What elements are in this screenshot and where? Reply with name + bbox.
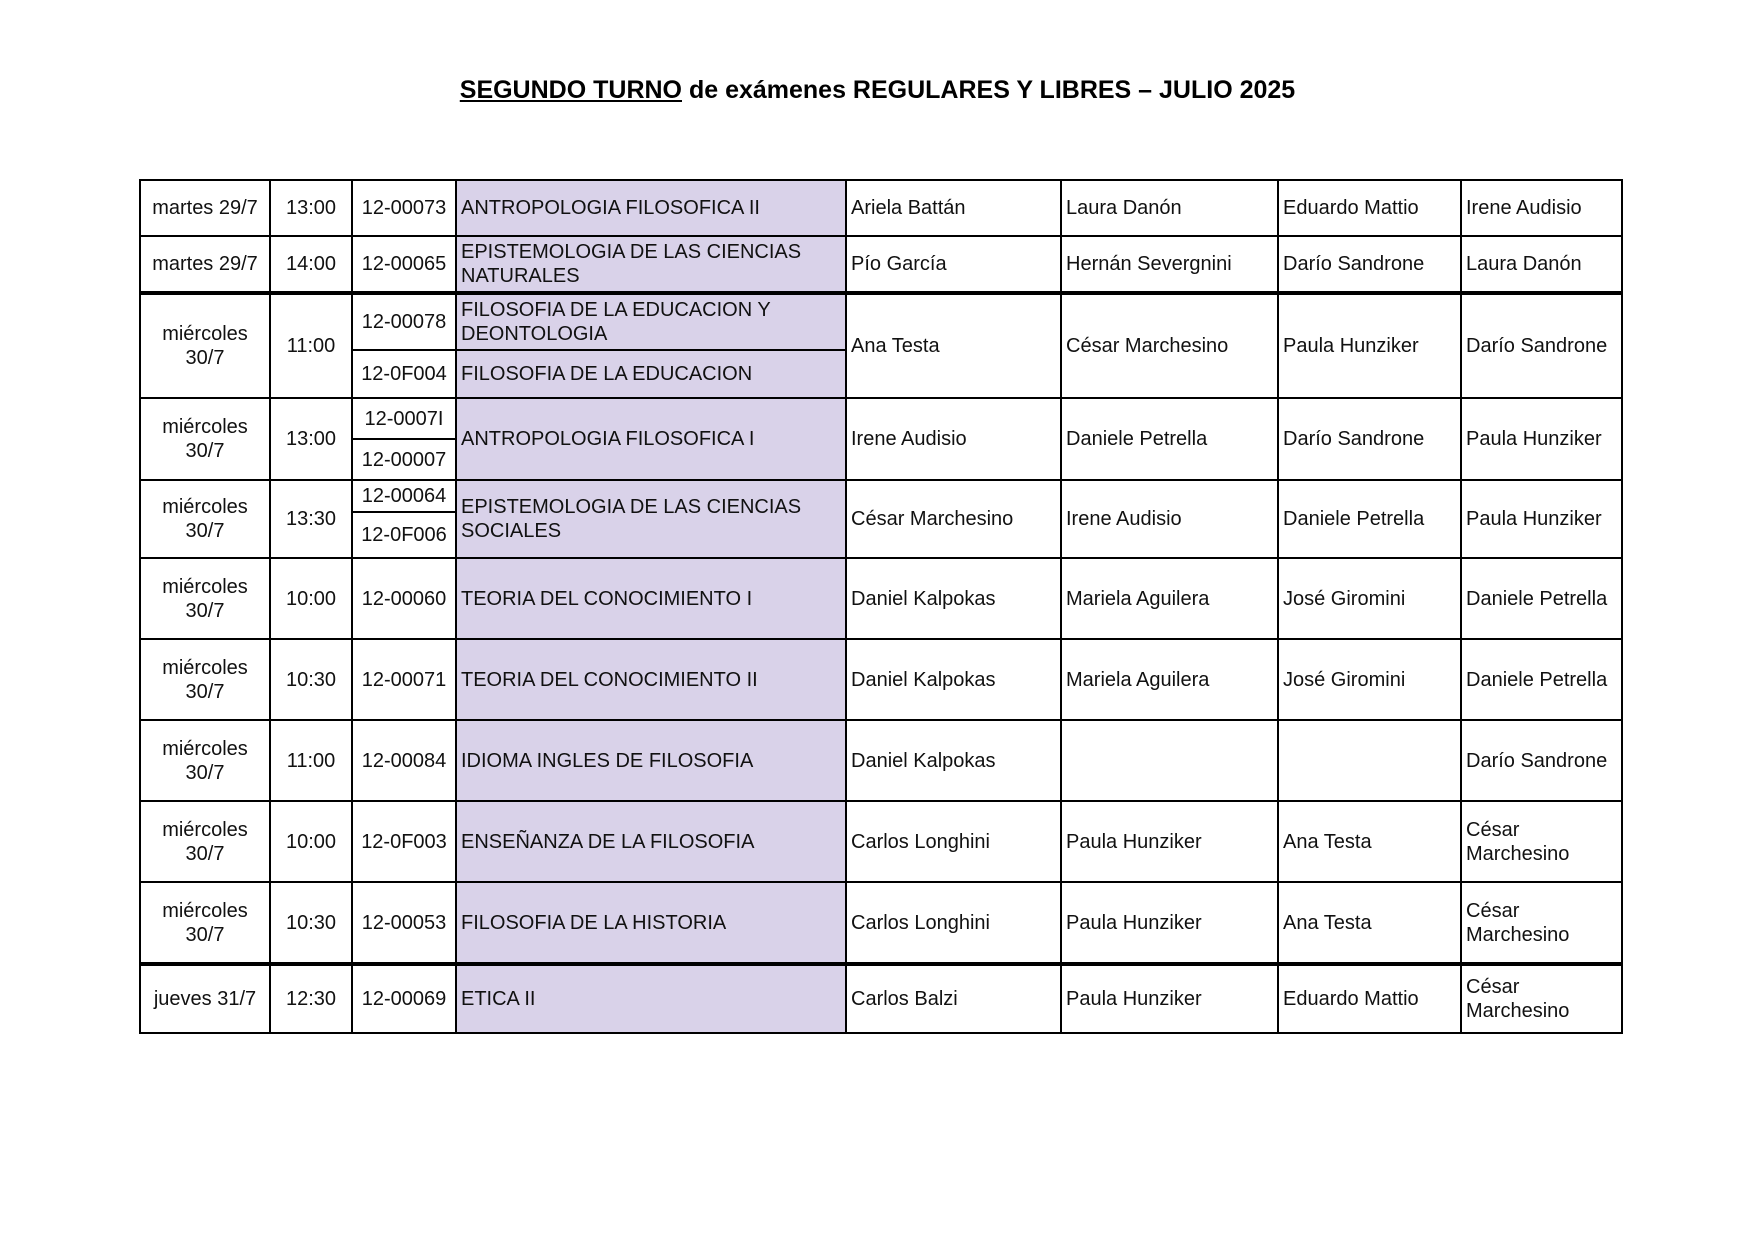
time-cell: 13:30 [270, 480, 352, 558]
time-cell: 12:30 [270, 964, 352, 1033]
examiner-1: Daniel Kalpokas [846, 639, 1061, 720]
examiner-1: Carlos Balzi [846, 964, 1061, 1033]
code-cell: 12-00069 [352, 964, 456, 1033]
table-row [140, 964, 1622, 1033]
code-cell: 12-00065 [352, 236, 456, 293]
code-cell: 12-0F003 [352, 801, 456, 882]
examiner-2: César Marchesino [1061, 293, 1278, 398]
examiner-2: Hernán Severgnini [1061, 236, 1278, 293]
time-cell: 11:00 [270, 720, 352, 801]
code-cell: 12-00060 [352, 558, 456, 639]
code-cell: 12-0F006 [352, 512, 456, 558]
examiner-3: Eduardo Mattio [1278, 964, 1461, 1033]
table-row [140, 293, 1622, 350]
examiner-4: Daniele Petrella [1461, 558, 1622, 639]
subject-cell: TEORIA DEL CONOCIMIENTO II [456, 639, 846, 720]
day-cell: miércoles 30/7 [140, 558, 270, 639]
code-cell: 12-00071 [352, 639, 456, 720]
examiner-3: Eduardo Mattio [1278, 180, 1461, 236]
time-cell: 10:00 [270, 801, 352, 882]
examiner-4: César Marchesino [1461, 801, 1622, 882]
code-cell: 12-00007 [352, 439, 456, 480]
examiner-1: Ana Testa [846, 293, 1061, 398]
time-cell: 14:00 [270, 236, 352, 293]
examiner-1: Daniel Kalpokas [846, 720, 1061, 801]
examiner-2: Laura Danón [1061, 180, 1278, 236]
subject-cell: ENSEÑANZA DE LA FILOSOFIA [456, 801, 846, 882]
subject-cell: TEORIA DEL CONOCIMIENTO I [456, 558, 846, 639]
examiner-4: Paula Hunziker [1461, 480, 1622, 558]
examiner-4: Darío Sandrone [1461, 720, 1622, 801]
code-cell: 12-00073 [352, 180, 456, 236]
examiner-3: Darío Sandrone [1278, 398, 1461, 480]
examiner-1: Carlos Longhini [846, 801, 1061, 882]
table-row [140, 180, 1622, 236]
code-cell: 12-0F004 [352, 350, 456, 398]
table-row [140, 480, 1622, 512]
subject-cell: EPISTEMOLOGIA DE LAS CIENCIAS NATURALES [456, 236, 846, 293]
examiner-3: José Giromini [1278, 558, 1461, 639]
time-cell: 10:00 [270, 558, 352, 639]
table-row [140, 558, 1622, 639]
table-row [140, 801, 1622, 882]
code-cell: 12-0007I [352, 398, 456, 439]
subject-cell: ANTROPOLOGIA FILOSOFICA I [456, 398, 846, 480]
table-row [140, 398, 1622, 439]
examiner-1: Ariela Battán [846, 180, 1061, 236]
day-cell: miércoles 30/7 [140, 480, 270, 558]
day-cell: miércoles 30/7 [140, 720, 270, 801]
exam-schedule-table [139, 179, 1623, 1034]
time-cell: 13:00 [270, 398, 352, 480]
examiner-1: César Marchesino [846, 480, 1061, 558]
examiner-1: Pío García [846, 236, 1061, 293]
examiner-2: Paula Hunziker [1061, 964, 1278, 1033]
examiner-4: César Marchesino [1461, 964, 1622, 1033]
title-rest: de exámenes REGULARES Y LIBRES – JULIO 2025 [682, 76, 1296, 104]
examiner-4: Irene Audisio [1461, 180, 1622, 236]
code-cell: 12-00084 [352, 720, 456, 801]
examiner-3: Paula Hunziker [1278, 293, 1461, 398]
day-cell: jueves 31/7 [140, 964, 270, 1033]
subject-cell: FILOSOFIA DE LA EDUCACION Y DEONTOLOGIA [456, 293, 846, 350]
code-cell: 12-00064 [352, 480, 456, 512]
subject-cell: ANTROPOLOGIA FILOSOFICA II [456, 180, 846, 236]
table-row [140, 720, 1622, 801]
day-cell: miércoles 30/7 [140, 398, 270, 480]
examiner-1: Daniel Kalpokas [846, 558, 1061, 639]
examiner-3 [1278, 720, 1461, 801]
time-cell: 10:30 [270, 639, 352, 720]
examiner-4: Paula Hunziker [1461, 398, 1622, 480]
examiner-2: Mariela Aguilera [1061, 639, 1278, 720]
examiner-3: Darío Sandrone [1278, 236, 1461, 293]
time-cell: 13:00 [270, 180, 352, 236]
day-cell: martes 29/7 [140, 180, 270, 236]
title-underlined: SEGUNDO TURNO [459, 76, 682, 104]
examiner-3: Ana Testa [1278, 882, 1461, 964]
subject-cell: FILOSOFIA DE LA HISTORIA [456, 882, 846, 964]
day-cell: miércoles 30/7 [140, 801, 270, 882]
table-row [140, 882, 1622, 964]
subject-cell: EPISTEMOLOGIA DE LAS CIENCIAS SOCIALES [456, 480, 846, 558]
examiner-3: Ana Testa [1278, 801, 1461, 882]
day-cell: miércoles 30/7 [140, 882, 270, 964]
examiner-2 [1061, 720, 1278, 801]
examiner-2: Mariela Aguilera [1061, 558, 1278, 639]
examiner-3: Daniele Petrella [1278, 480, 1461, 558]
subject-cell: FILOSOFIA DE LA EDUCACION [456, 350, 846, 398]
code-cell: 12-00078 [352, 293, 456, 350]
time-cell: 11:00 [270, 293, 352, 398]
code-cell: 12-00053 [352, 882, 456, 964]
examiner-2: Irene Audisio [1061, 480, 1278, 558]
subject-cell: ETICA II [456, 964, 846, 1033]
examiner-2: Paula Hunziker [1061, 801, 1278, 882]
examiner-2: Daniele Petrella [1061, 398, 1278, 480]
examiner-1: Irene Audisio [846, 398, 1061, 480]
subject-cell: IDIOMA INGLES DE FILOSOFIA [456, 720, 846, 801]
day-cell: miércoles 30/7 [140, 639, 270, 720]
examiner-4: César Marchesino [1461, 882, 1622, 964]
examiner-4: Darío Sandrone [1461, 293, 1622, 398]
day-cell: miércoles 30/7 [140, 293, 270, 398]
day-cell: martes 29/7 [140, 236, 270, 293]
page-title [0, 76, 1755, 105]
table-row [140, 639, 1622, 720]
examiner-4: Daniele Petrella [1461, 639, 1622, 720]
examiner-2: Paula Hunziker [1061, 882, 1278, 964]
time-cell: 10:30 [270, 882, 352, 964]
examiner-1: Carlos Longhini [846, 882, 1061, 964]
table-row [140, 236, 1622, 293]
examiner-3: José Giromini [1278, 639, 1461, 720]
examiner-4: Laura Danón [1461, 236, 1622, 293]
